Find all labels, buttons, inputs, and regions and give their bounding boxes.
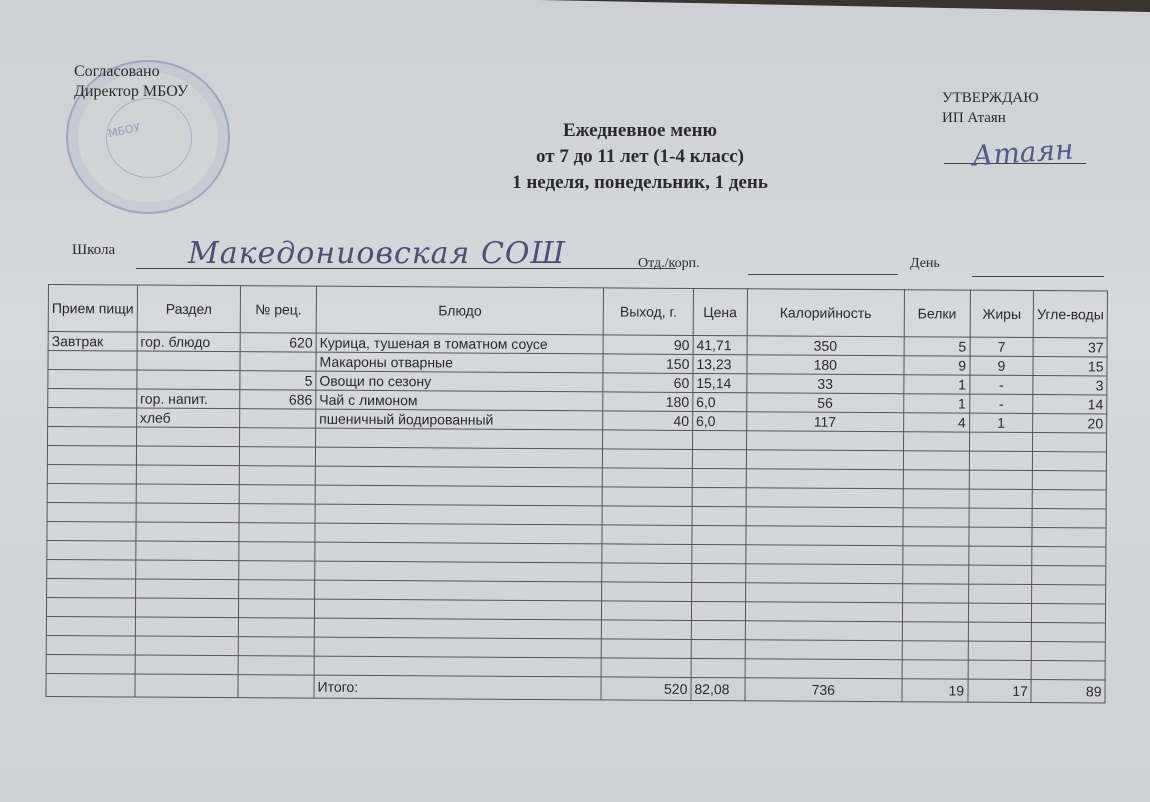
table-cell	[239, 637, 315, 656]
table-cell	[47, 540, 136, 560]
table-cell: Чай с лимоном	[316, 390, 603, 411]
table-cell	[315, 447, 602, 468]
table-cell	[1032, 585, 1106, 604]
table-cell	[602, 487, 692, 507]
table-cell: 5	[240, 371, 316, 390]
table-cell	[1032, 604, 1106, 623]
table-cell: 350	[747, 336, 904, 356]
school-underline	[136, 268, 676, 269]
table-cell	[745, 545, 902, 565]
table-cell: гор. блюдо	[137, 332, 241, 352]
table-cell	[239, 504, 315, 523]
school-label: Школа	[72, 242, 116, 258]
column-header: Угле-воды	[1033, 291, 1107, 338]
otd-underline	[748, 274, 898, 275]
table-cell	[315, 523, 602, 544]
table-cell: 5	[904, 337, 970, 356]
table-cell: 686	[240, 390, 316, 409]
table-cell	[135, 655, 239, 675]
table-cell	[1032, 566, 1106, 585]
table-cell	[903, 546, 969, 565]
table-cell	[136, 503, 240, 523]
table-cell	[903, 451, 969, 470]
table-cell	[47, 483, 136, 503]
column-header: Жиры	[970, 290, 1034, 337]
school-fields-row	[72, 236, 1112, 274]
handwritten-signature: Атаян	[970, 132, 1075, 173]
table-cell	[745, 621, 902, 641]
table-cell	[137, 351, 241, 371]
table-cell	[692, 525, 746, 544]
table-cell: 37	[1033, 338, 1107, 357]
table-cell	[968, 546, 1032, 565]
total-cell: 82,08	[691, 677, 745, 700]
table-cell	[903, 432, 969, 451]
column-header: № рец.	[241, 286, 317, 333]
table-cell	[240, 466, 316, 485]
table-cell: 9	[970, 356, 1034, 375]
total-cell: 89	[1031, 680, 1105, 703]
table-cell	[601, 639, 691, 659]
table-cell	[314, 637, 601, 658]
table-cell	[691, 639, 745, 658]
column-header: Раздел	[137, 285, 241, 333]
table-cell	[47, 559, 136, 579]
table-cell: 15,14	[693, 373, 747, 392]
table-cell: 56	[746, 393, 903, 413]
column-header: Прием пищи	[48, 285, 137, 333]
table-cell	[902, 603, 968, 622]
document-title	[440, 118, 840, 196]
table-cell	[691, 601, 745, 620]
column-header: Белки	[904, 290, 970, 337]
table-cell	[602, 525, 692, 545]
table-cell	[903, 489, 969, 508]
table-cell	[745, 640, 902, 660]
table-cell	[137, 370, 241, 390]
table-cell	[314, 618, 601, 639]
table-cell	[1033, 471, 1107, 490]
column-header: Выход, г.	[603, 288, 693, 336]
table-cell	[903, 527, 969, 546]
table-cell	[315, 580, 602, 601]
title-line-2: от 7 до 11 лет (1-4 класс)	[535, 146, 745, 167]
table-cell: 15	[1033, 357, 1107, 376]
table-cell	[238, 675, 314, 698]
table-cell	[315, 466, 602, 487]
table-cell: 20	[1033, 414, 1107, 433]
table-cell	[745, 659, 902, 679]
table-cell	[48, 408, 137, 428]
table-cell: 3	[1033, 376, 1107, 395]
table-cell	[136, 522, 240, 542]
table-cell	[136, 484, 240, 504]
table-cell	[602, 544, 692, 564]
table-cell	[240, 447, 316, 466]
table-cell	[136, 465, 240, 485]
table-cell: 180	[747, 355, 904, 375]
day-underline	[972, 276, 1104, 277]
table-cell	[691, 582, 745, 601]
table-cell	[239, 523, 315, 542]
table-cell	[968, 565, 1032, 584]
table-cell	[135, 617, 239, 637]
total-cell: 520	[601, 677, 691, 701]
table-cell: гор. напит.	[136, 389, 240, 409]
title-line-3: 1 неделя, понедельник, 1 день	[512, 172, 768, 193]
title-line-1: Ежедневное меню	[562, 120, 718, 141]
column-header: Калорийность	[747, 289, 904, 337]
table-cell: Завтрак	[48, 332, 137, 352]
total-label: Итого:	[314, 675, 601, 700]
table-cell	[969, 451, 1033, 470]
table-cell	[1032, 509, 1106, 528]
table-cell	[47, 521, 136, 541]
table-cell	[692, 487, 746, 506]
table-cell	[745, 564, 902, 584]
table-cell	[745, 602, 902, 622]
table-cell	[746, 450, 903, 470]
table-cell	[603, 449, 693, 469]
stamp-text: МБОУ	[107, 120, 142, 141]
table-cell	[746, 469, 903, 489]
table-cell	[315, 504, 602, 525]
table-cell	[1033, 452, 1107, 471]
table-cell: 150	[603, 354, 693, 374]
table-cell	[968, 584, 1032, 603]
table-cell	[1032, 623, 1106, 642]
table-cell	[239, 599, 315, 618]
table-cell	[968, 641, 1032, 660]
table-cell	[1032, 490, 1106, 509]
table-cell	[239, 580, 315, 599]
table-cell	[603, 430, 693, 450]
table-cell	[136, 446, 240, 466]
table-cell: 620	[240, 333, 316, 352]
table-cell	[691, 620, 745, 639]
table-cell: 33	[747, 374, 904, 394]
table-cell	[314, 656, 601, 677]
table-cell: Курица, тушеная в томатном соусе	[316, 333, 603, 354]
table-cell	[48, 427, 137, 447]
table-cell	[746, 488, 903, 508]
table-cell: пшеничный йодированный	[316, 409, 603, 430]
table-cell	[692, 563, 746, 582]
table-cell: хлеб	[136, 408, 240, 428]
menu-table-body	[46, 332, 1107, 703]
table-cell	[601, 658, 691, 678]
table-cell: 14	[1033, 395, 1107, 414]
table-cell	[46, 635, 135, 655]
table-cell	[46, 616, 135, 636]
school-value: Македониовская СОШ	[188, 236, 566, 271]
table-cell	[47, 464, 136, 484]
table-cell: 40	[603, 411, 693, 431]
table-cell: 180	[603, 392, 693, 412]
table-cell	[46, 673, 135, 697]
table-cell	[315, 542, 602, 563]
table-cell	[1031, 642, 1105, 661]
table-cell	[135, 579, 239, 599]
table-cell	[315, 561, 602, 582]
table-cell: 117	[746, 412, 903, 432]
table-cell	[902, 641, 968, 660]
table-cell	[1031, 661, 1105, 680]
table-cell	[969, 508, 1033, 527]
table-cell	[239, 618, 315, 637]
table-cell: Овощи по сезону	[316, 371, 603, 392]
table-cell	[1032, 528, 1106, 547]
table-cell	[903, 508, 969, 527]
menu-table	[45, 284, 1108, 703]
table-cell	[692, 430, 746, 449]
approval-block-right	[942, 88, 1039, 128]
table-cell: 6,0	[692, 411, 746, 430]
table-cell: 41,71	[693, 335, 747, 354]
table-cell	[48, 389, 137, 409]
table-cell	[903, 470, 969, 489]
table-cell	[692, 544, 746, 563]
table-cell	[1032, 547, 1106, 566]
table-cell: 1	[904, 394, 970, 413]
table-cell	[315, 485, 602, 506]
table-cell	[239, 542, 315, 561]
table-cell: 9	[904, 356, 970, 375]
table-cell	[47, 446, 136, 466]
approval-right-line-1: УТВЕРЖДАЮ	[942, 90, 1039, 106]
table-cell: Макароны отварные	[316, 352, 603, 373]
table-cell	[746, 431, 903, 451]
table-cell	[969, 489, 1033, 508]
table-cell	[47, 578, 136, 598]
table-cell	[136, 427, 240, 447]
table-cell: -	[969, 375, 1033, 394]
table-cell	[745, 583, 902, 603]
table-cell	[969, 470, 1033, 489]
approval-block-left	[74, 62, 188, 102]
table-cell	[902, 584, 968, 603]
table-cell	[240, 409, 316, 428]
total-cell: 736	[745, 678, 902, 702]
table-cell	[968, 527, 1032, 546]
column-header: Цена	[693, 288, 747, 335]
table-cell	[746, 526, 903, 546]
table-cell	[316, 428, 603, 449]
table-cell	[46, 654, 135, 674]
approval-left-line-1: Согласовано	[74, 63, 160, 80]
total-cell: 17	[968, 679, 1032, 702]
table-cell	[240, 428, 316, 447]
table-cell	[692, 506, 746, 525]
table-cell	[239, 561, 315, 580]
table-cell	[47, 502, 136, 522]
table-cell: 1	[969, 413, 1033, 432]
table-cell	[46, 597, 135, 617]
table-cell	[969, 432, 1033, 451]
table-cell	[968, 622, 1032, 641]
approval-right-line-2: ИП Атаян	[942, 110, 1006, 126]
table-cell	[602, 582, 692, 602]
table-cell	[602, 506, 692, 526]
table-cell	[902, 622, 968, 641]
table-cell	[902, 660, 968, 679]
otd-label: Отд./корп.	[638, 256, 700, 271]
table-cell	[968, 660, 1032, 679]
table-cell: 90	[603, 335, 693, 355]
table-cell: -	[969, 394, 1033, 413]
table-cell	[135, 674, 239, 698]
table-cell	[692, 468, 746, 487]
table-cell	[903, 565, 969, 584]
column-header: Блюдо	[316, 286, 604, 335]
table-cell: 7	[970, 337, 1034, 356]
table-cell	[602, 620, 692, 640]
table-cell	[603, 468, 693, 488]
table-cell	[746, 507, 903, 527]
table-cell	[238, 656, 314, 675]
total-cell: 19	[902, 679, 968, 702]
table-cell	[239, 485, 315, 504]
table-cell: 6,0	[693, 392, 747, 411]
table-cell	[1033, 433, 1107, 452]
table-cell	[602, 601, 692, 621]
table-cell: 4	[903, 413, 969, 432]
table-cell	[135, 598, 239, 618]
table-cell	[48, 370, 137, 390]
table-cell	[135, 560, 239, 580]
table-cell	[135, 636, 239, 656]
table-cell	[240, 352, 316, 371]
table-cell: 1	[904, 375, 970, 394]
approval-left-line-2: Директор МБОУ	[74, 83, 189, 100]
table-cell	[692, 449, 746, 468]
table-cell: 13,23	[693, 354, 747, 373]
table-cell: 60	[603, 373, 693, 393]
table-cell	[968, 603, 1032, 622]
table-cell	[691, 658, 745, 677]
table-header-row	[48, 285, 1107, 338]
day-label: День	[910, 256, 940, 271]
table-cell	[48, 351, 137, 371]
table-cell	[314, 599, 601, 620]
table-cell	[602, 563, 692, 583]
table-cell	[136, 541, 240, 561]
